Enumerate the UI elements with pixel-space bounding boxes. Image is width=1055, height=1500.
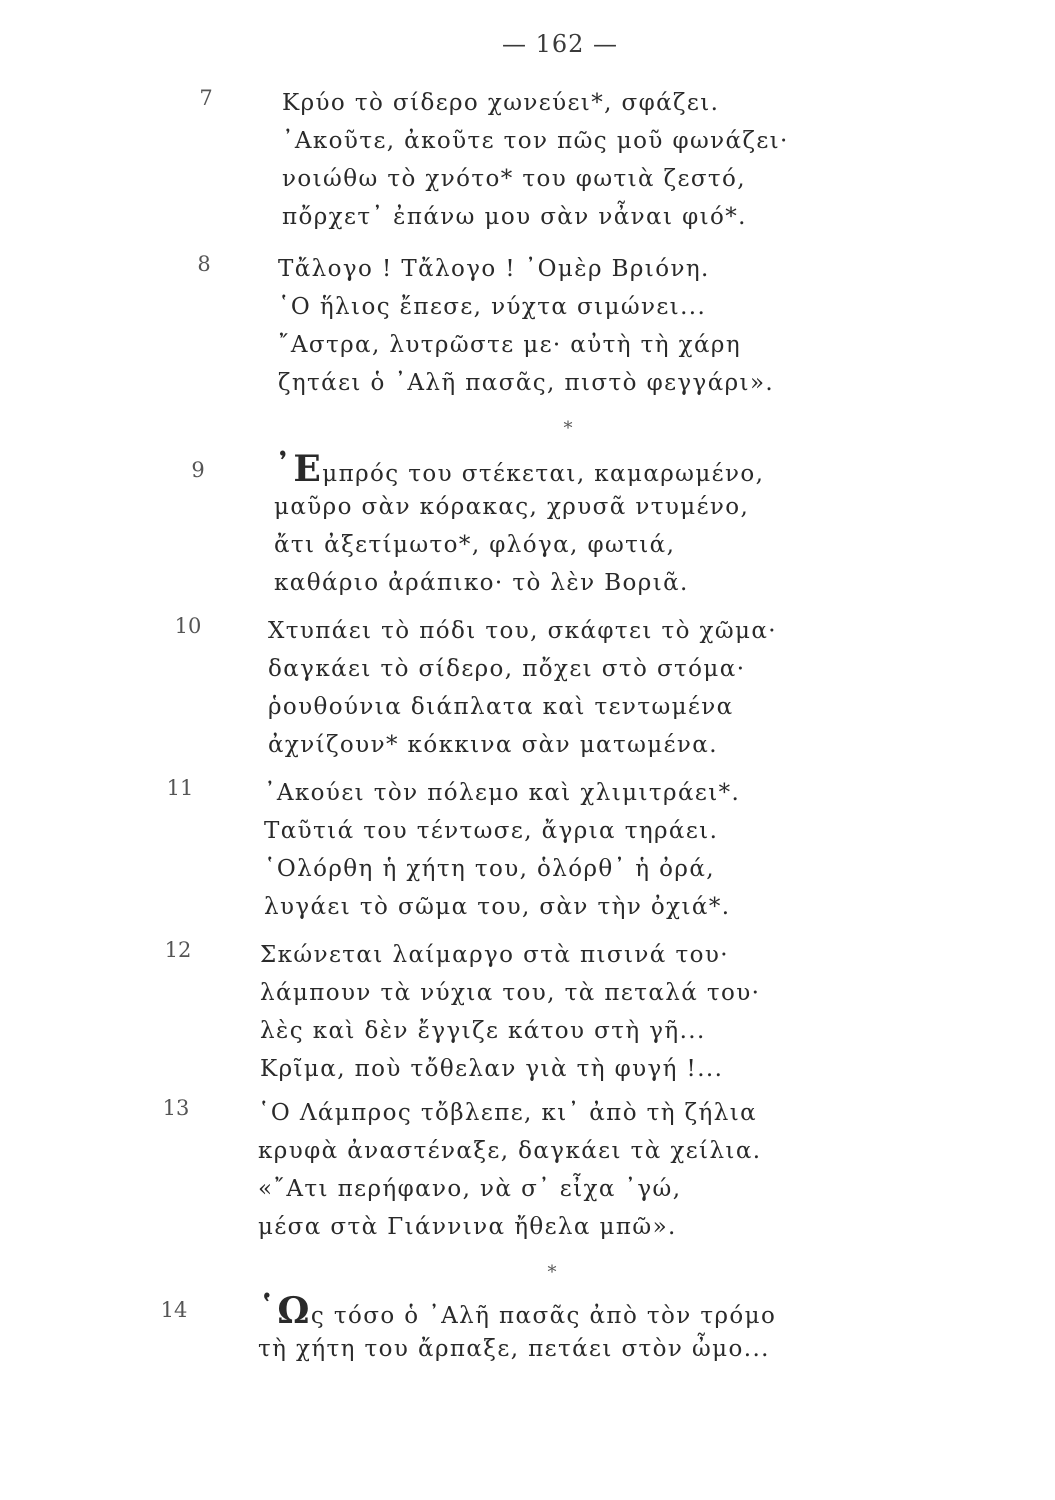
- verse-line: [258, 1292, 776, 1330]
- verse-line: λάμπουν τὰ νύχια του, τὰ πεταλά του·: [260, 980, 761, 1006]
- verse-line: [274, 450, 764, 488]
- page-number: — 162 —: [501, 30, 619, 58]
- verse-line: ᾿Ακούει τὸν πόλεμο καὶ χλιμιτράει*.: [264, 780, 741, 806]
- verse-line: «῎Ατι περήφανο, νὰ σ᾽ εἶχα ᾿γώ,: [258, 1176, 682, 1202]
- stanza-lines: [258, 1292, 776, 1368]
- stanza-lines: [268, 612, 777, 764]
- stanza-number: 13: [162, 1096, 190, 1120]
- verse-line: πὄρχετ᾽ ἐπάνω μου σὰν νἆναι φιό*.: [282, 204, 747, 230]
- drop-initial: ῾Ω: [258, 1290, 311, 1332]
- verse-line: Κρῖμα, ποὺ τὄθελαν γιὰ τὴ φυγή !...: [260, 1056, 724, 1082]
- drop-initial: ᾿Ε: [274, 448, 323, 490]
- section-separator: *: [547, 1262, 557, 1283]
- stanza-lines: [264, 774, 740, 926]
- stanza-number: 12: [164, 938, 192, 962]
- stanza-number: 10: [174, 614, 202, 638]
- verse-line: ἀχνίζουν* κόκκινα σὰν ματωμένα.: [268, 732, 718, 758]
- verse-line: μέσα στὰ Γιάννινα ἤθελα μπῶ».: [258, 1214, 677, 1240]
- verse-line: νοιώθω τὸ χνότο* του φωτιὰ ζεστό,: [282, 166, 747, 192]
- stanza-lines: [258, 1094, 761, 1246]
- verse-line: ῎Αστρα, λυτρῶστε με· αὐτὴ τὴ χάρη: [278, 332, 742, 358]
- stanza-number: 11: [166, 776, 194, 800]
- verse-line: μαῦρο σὰν κόρακας, χρυσᾶ ντυμένο,: [274, 494, 750, 520]
- verse-line-rest: ς τόσο ὁ ᾿Αλῆ πασᾶς ἀπὸ τὸν τρόμο: [310, 1303, 777, 1329]
- verse-line: δαγκάει τὸ σίδερο, πὄχει στὸ στόμα·: [268, 656, 746, 682]
- stanza-lines: [282, 84, 789, 236]
- stanza-lines: [260, 936, 760, 1088]
- verse-line: λὲς καὶ δὲν ἔγγιζε κάτου στὴ γῆ...: [260, 1018, 706, 1044]
- verse-line: καθάριο ἀράπικο· τὸ λὲν Βοριᾶ.: [274, 570, 689, 596]
- verse-line: ῾Ο Λάμπρος τὄβλεπε, κι᾽ ἀπὸ τὴ ζήλια: [258, 1100, 758, 1126]
- verse-line: ῾Ο ἥλιος ἔπεσε, νύχτα σιμώνει...: [278, 294, 707, 320]
- verse-line: ῥουθούνια διάπλατα καὶ τεντωμένα: [268, 694, 734, 720]
- stanza-lines: [274, 450, 764, 602]
- verse-line: Ταῦτιά του τέντωσε, ἄγρια τηράει.: [264, 818, 719, 844]
- verse-line: τὴ χήτη του ἄρπαξε, πετάει στὸν ὦμο...: [258, 1336, 770, 1362]
- verse-line: ἄτι ἀξετίμωτο*, φλόγα, φωτιά,: [274, 532, 676, 558]
- section-separator: *: [563, 418, 573, 439]
- stanza-number: 7: [199, 86, 213, 110]
- verse-line: Σκώνεται λαίμαργο στὰ πισινά του·: [260, 942, 729, 968]
- stanza-lines: [278, 250, 774, 402]
- verse-line: λυγάει τὸ σῶμα του, σὰν τὴν ὀχιά*.: [264, 894, 731, 920]
- verse-line: ᾿Ακοῦτε, ἀκοῦτε τον πῶς μοῦ φωνάζει·: [282, 128, 789, 154]
- verse-line-rest: μπρός του στέκεται, καμαρωμένο,: [322, 461, 765, 487]
- stanza-number: 14: [160, 1298, 188, 1322]
- verse-line: Τἄλογο ! Τἄλογο ! ᾿Ομὲρ Βριόνη.: [278, 256, 710, 282]
- verse-line: Κρύο τὸ σίδερο χωνεύει*, σφάζει.: [282, 90, 720, 116]
- verse-line: Χτυπάει τὸ πόδι του, σκάφτει τὸ χῶμα·: [268, 618, 778, 644]
- stanza-number: 8: [197, 252, 211, 276]
- verse-line: κρυφὰ ἀναστέναξε, δαγκάει τὰ χείλια.: [258, 1138, 762, 1164]
- verse-line: ῾Ολόρθη ἡ χήτη του, ὁλόρθ᾽ ἡ ὀρά,: [264, 856, 715, 882]
- stanza-number: 9: [191, 458, 205, 482]
- verse-line: ζητάει ὁ ᾿Αλῆ πασᾶς, πιστὸ φεγγάρι».: [278, 370, 775, 396]
